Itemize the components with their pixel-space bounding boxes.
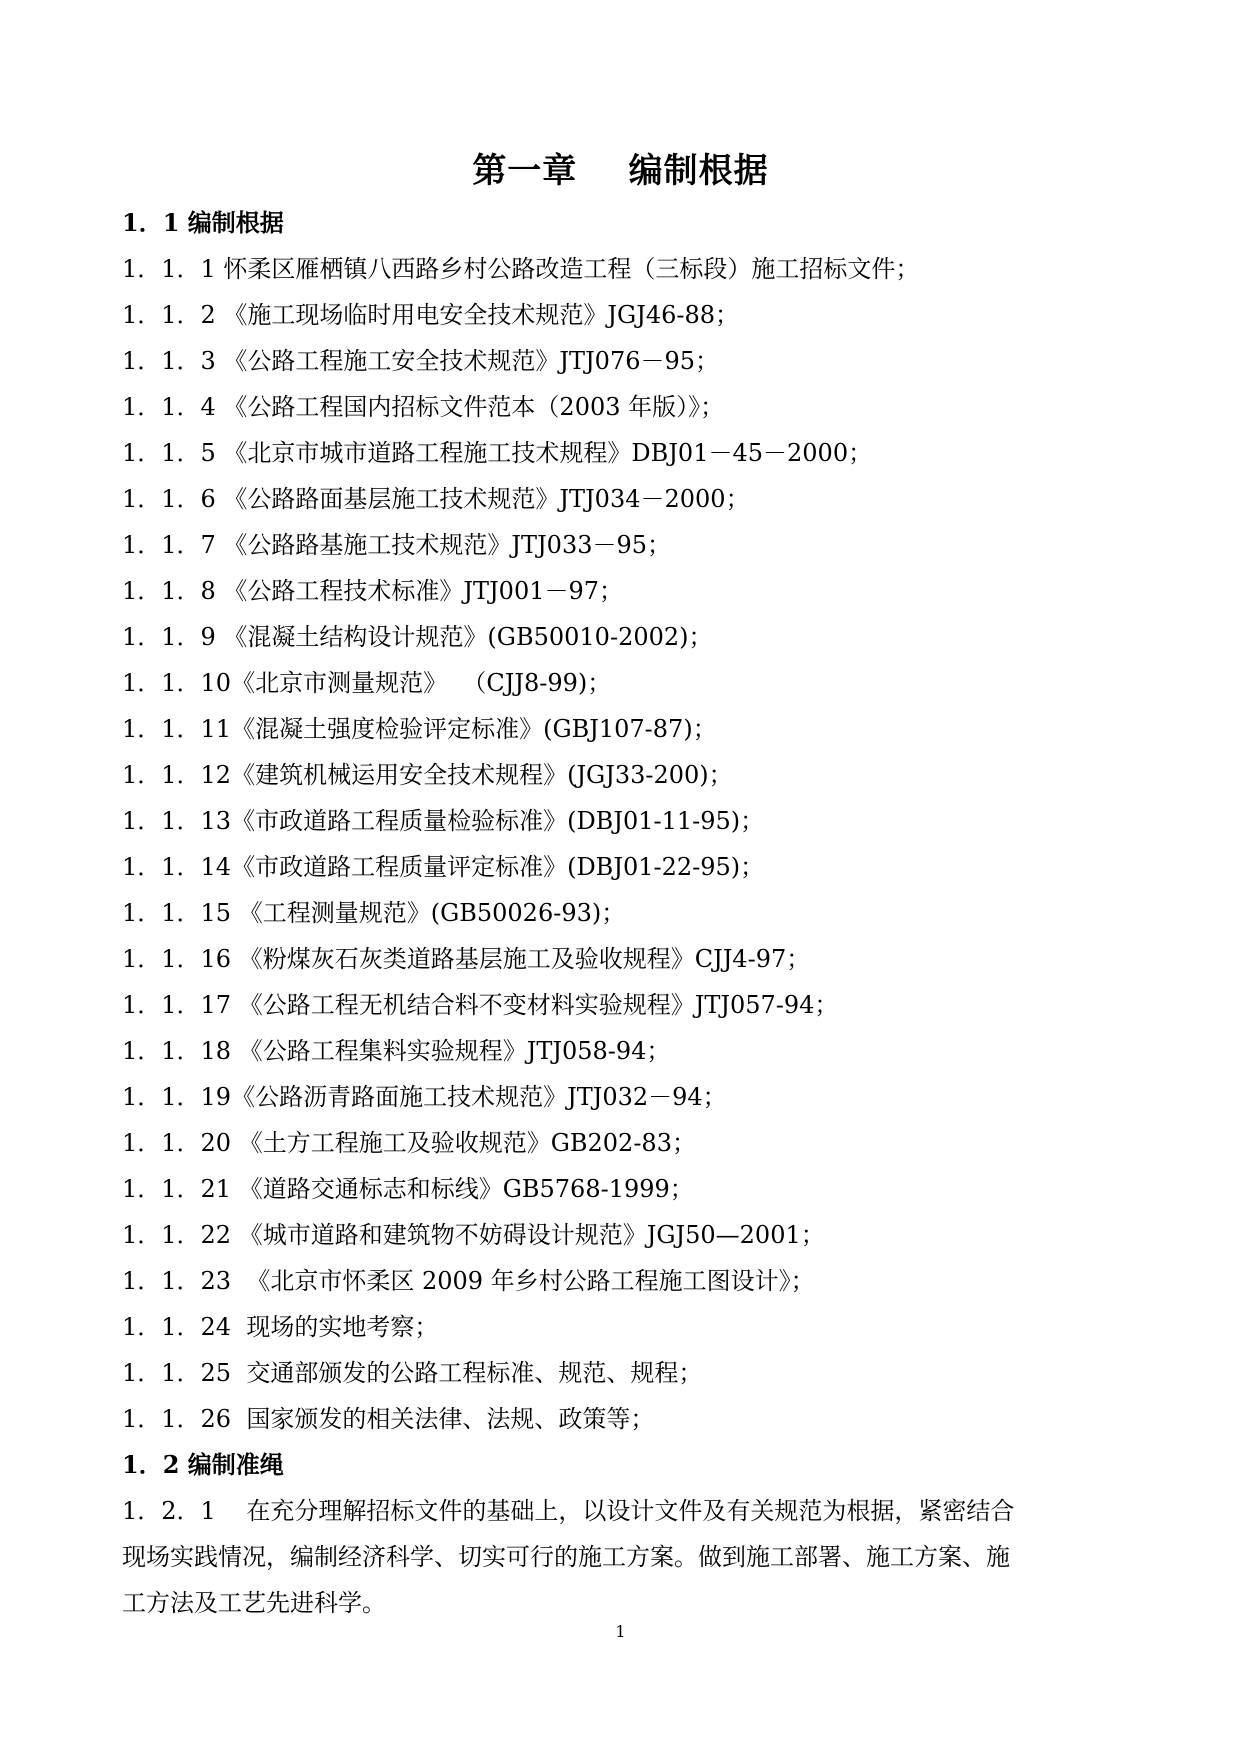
list-item: 1．1．19《公路沥青路面施工技术规范》JTJ032－94； (122, 1083, 727, 1111)
paragraph-1-2-1 (122, 1488, 1127, 1626)
list-item: 1．1．16 《粉煤灰石灰类道路基层施工及验收规程》CJJ4-97； (122, 945, 811, 973)
paragraph-line: 现场实践情况，编制经济科学、切实可行的施工方案。做到施工部署、施工方案、施 (122, 1543, 1010, 1571)
list-item: 1．1．17 《公路工程无机结合料不变材料实验规程》JTJ057-94； (122, 991, 839, 1019)
list-item: 1．1．13《市政道路工程质量检验标准》(DBJ01-11-95)； (122, 807, 765, 835)
list-item: 1．1．9 《混凝土结构设计规范》(GB50010-2002)； (122, 623, 713, 651)
list-item: 1．1．15 《工程测量规范》(GB50026-93)； (122, 899, 626, 927)
document-body (122, 200, 1127, 1626)
section-heading-1-2: 1．2 编制准绳 (122, 1450, 284, 1479)
list-item: 1．1．20 《土方工程施工及验收规范》GB202-83； (122, 1129, 696, 1157)
list-item: 1．1．14《市政道路工程质量评定标准》(DBJ01-22-95)； (122, 853, 765, 881)
list-item: 1．1．21 《道路交通标志和标线》GB5768-1999； (122, 1175, 694, 1203)
page-number: 1 (615, 1622, 626, 1641)
list-item: 1．1．23 《北京市怀柔区 2009 年乡村公路工程施工图设计》； (122, 1267, 815, 1295)
list-item: 1．1．8 《公路工程技术标准》JTJ001－97； (122, 577, 624, 605)
paragraph-line: 工方法及工艺先进科学。 (122, 1589, 386, 1617)
list-item: 1．1．25 交通部颁发的公路工程标准、规范、规程； (122, 1359, 703, 1387)
list-item: 1．1．22 《城市道路和建筑物不妨碍设计规范》JGJ50—2001； (122, 1221, 825, 1249)
section-heading-1-1: 1．1 编制根据 (122, 208, 284, 237)
list-item: 1．1．11《混凝土强度检验评定标准》(GBJ107-87)； (122, 715, 717, 743)
reference-list (122, 246, 1127, 1442)
list-item: 1．1．12《建筑机械运用安全技术规程》(JGJ33-200)； (122, 761, 733, 789)
list-item: 1．1．26 国家颁发的相关法律、法规、政策等； (122, 1405, 655, 1433)
list-item: 1．1．2 《施工现场临时用电安全技术规范》JGJ46-88； (122, 301, 740, 329)
list-item: 1．1．5 《北京市城市道路工程施工技术规程》DBJ01－45－2000； (122, 439, 873, 467)
chapter-title: 第一章 编制根据 (472, 151, 769, 191)
list-item: 1．1．1 怀柔区雁栖镇八西路乡村公路改造工程（三标段）施工招标文件； (122, 255, 920, 283)
list-item: 1．1．4 《公路工程国内招标文件范本（2003 年版）》； (122, 393, 725, 421)
list-item: 1．1．18 《公路工程集料实验规程》JTJ058-94； (122, 1037, 671, 1065)
list-item: 1．1．7 《公路路基施工技术规范》JTJ033－95； (122, 531, 672, 559)
list-item: 1．1．24 现场的实地考察； (122, 1313, 439, 1341)
list-item: 1．1．10《北京市测量规范》 （CJJ8-99)； (122, 669, 612, 697)
list-item: 1．1．3 《公路工程施工安全技术规范》JTJ076－95； (122, 347, 720, 375)
list-item: 1．1．6 《公路路面基层施工技术规范》JTJ034－2000； (122, 485, 750, 513)
paragraph-line: 1．2．1 在充分理解招标文件的基础上，以设计文件及有关规范为根据，紧密结合 (122, 1497, 1015, 1525)
